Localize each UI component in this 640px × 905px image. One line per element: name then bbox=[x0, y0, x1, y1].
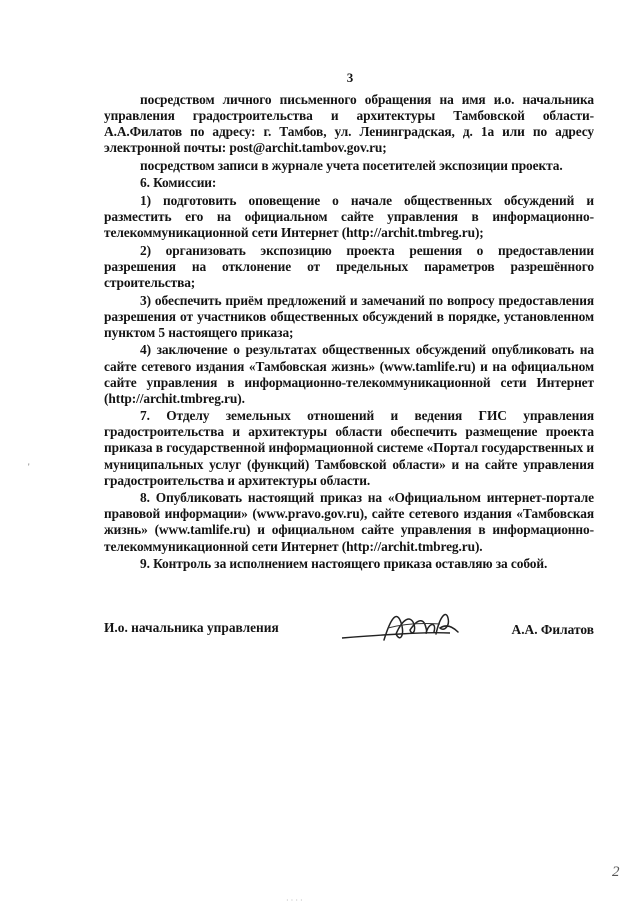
paragraph-item-6: 6. Комиссии: bbox=[140, 175, 217, 191]
page-number: 3 bbox=[346, 70, 354, 85]
paragraph-item-9: 9. Контроль за исполнением настоящего приказа оставляю за собой. bbox=[140, 556, 548, 572]
paragraph-submission-journal: посредством записи в журнале учета посетителей экспозиции проекта. bbox=[140, 157, 563, 173]
paragraph-subitem-4: 4) заключение о результатах общественных обсуждений опубликовать на сайте сетевого издания «Тамбовская жизнь» (www.tamlife.ru) и на официальном сайте управления в информационно-телекоммуникационной сети Интернет (http://archit.tmbreg.ru). bbox=[104, 342, 594, 406]
paragraph-subitem-2: 2) организовать экспозицию проекта решения о предоставлении разрешения на отклонение от предельных параметров разрешённого строительства; bbox=[104, 242, 594, 291]
margin-mark: ' bbox=[28, 462, 30, 472]
signature-block bbox=[104, 618, 594, 658]
page-corner-mark: 2 bbox=[612, 864, 620, 880]
signatory-title: И.о. начальника управления bbox=[104, 620, 279, 635]
document-body bbox=[104, 92, 594, 574]
paragraph-item-7: 7. Отделу земельных отношений и ведения ГИС управления градостроительства и архитектуры области обеспечить размещение проекта приказа в государственной информационной системе «Портал государственных и муниципальных услуг (функций) Тамбовской области» и на сайте управления градостроительства и архитектуры области. bbox=[104, 408, 594, 488]
signatory-name: А.А. Филатов bbox=[511, 622, 594, 637]
paragraph-subitem-3: 3) обеспечить приём предложений и замечаний по вопросу предоставления разрешения от участников общественных обсуждений в порядке, установленном пунктом 5 настоящего приказа; bbox=[104, 292, 594, 340]
paragraph-subitem-1: 1) подготовить оповещение о начале общественных обсуждений и разместить его на официальном сайте управления в информационно-телекоммуникационной сети Интернет (http://archit.tmbreg.ru); bbox=[104, 193, 594, 241]
handwritten-signature bbox=[340, 604, 490, 654]
paragraph-item-8: 8. Опубликовать настоящий приказ на «Официальном интернет-портале правовой информации» (www.pravo.gov.ru), сайте сетевого издания «Тамбовская жизнь» (www.tamlife.ru) и официальном сайте управления в информационно-телекоммуникационной сети Интернет (http://archit.tmbreg.ru). bbox=[104, 490, 594, 554]
scan-smudge: · · · · bbox=[286, 896, 303, 905]
paragraph-submission-letter: посредством личного письменного обращения на имя и.о. начальника управления градостроительства и архитектуры Тамбовской области-А.А.Филатов по адресу: г. Тамбов, ул. Ленинградская, д. 1а или по адресу электронной почты: post@archit.tambov.gov.ru; bbox=[104, 92, 594, 156]
